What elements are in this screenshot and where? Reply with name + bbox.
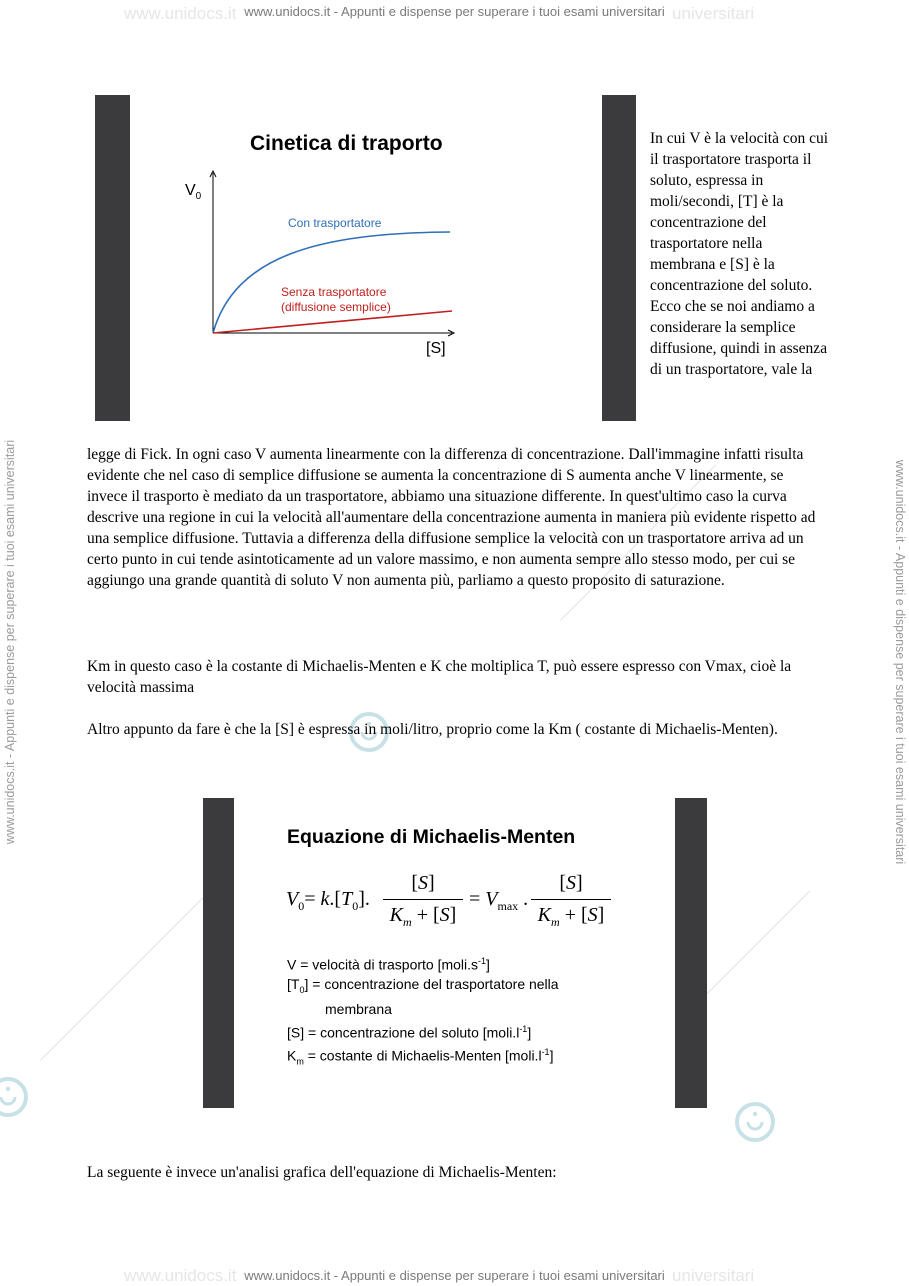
slide-content: Equazione di Michaelis-Menten $V_0= k.[T_0]$. [S] $K_m + [S]$ = $V_{max}$ . [S] $K_m + [S]$ V = velocità di trasporto $[moli.s^{-1}]$ $[T_0]$ = concentrazione del trasportatore nella membrana [S] = concentrazione del soluto $[moli.l^{-1}]$ $K_m$ = costante di Michaelis-Menten $[moli.l^{-1}]$ [234,798,675,1108]
slide-michaelis-menten [203,798,707,1108]
ghost-watermark-bottom-left: www.unidocs.it [124,1266,237,1285]
legend-t0: $[T_0]$ = concentrazione del trasportatore nella [287,976,559,995]
ghost-watermark-right: universitari [672,4,755,23]
slide-cinetica-trasporto [95,95,636,421]
legend-v: V = velocità di trasporto $[moli.s^{-1}]$ [287,956,490,973]
slide-title: Cinetica di traporto [250,132,443,155]
equation-legend [287,952,559,1072]
ghost-watermark-left: www.unidocs.it [124,4,237,23]
main-paragraph: legge di Fick. In ogni caso V aumenta linearmente con la differenza di concentrazione. Dall'immagine infatti risulta evidente che nel caso di semplice diffusione se aumenta la concentrazione di S aumenta anche V linearmente, se invece il trasporto è mediato da un trasportatore, abbiamo una situazione differente. In quest'ultimo caso la curva descrive una regione in cui la velocità all'aumentare della concentrazione aumenta in maniera più evidente rispetto ad una semplice diffusione. Tuttavia a differenza della diffusione semplice la velocità con un trasportatore arriva ad un certo punto in cui tende asintoticamente ad un valore massimo, e non aumenta sempre allo stesso modo, per cui se aggiungo una grande quantità di soluto V non aumenta più, parliamo a questo proposito di saturazione. [87,446,816,589]
km-paragraph: Km in questo caso è la costante di Michaelis-Menten e K che moltiplica T, può essere espresso con Vmax, cioè la velocità massima [87,658,792,696]
curve-with-transporter [213,232,450,333]
top-watermark: www.unidocs.it - Appunti e dispense per superare i tuoi esami universitari [244,4,665,19]
decorative-diagonal [40,890,210,1060]
label-without-transporter: Senza trasportatore (diffusione semplice) [281,285,391,314]
ghost-watermark-bottom-right: universitari [672,1266,755,1285]
slide-content [130,95,602,421]
left-side-watermark: www.unidocs.it - Appunti e dispense per superare i tuoi esami universitari [3,439,17,845]
y-axis-label: $V_0$ [185,182,202,203]
unidocs-logo-icon [733,1100,777,1144]
legend-t0-continued: membrana [325,1001,392,1018]
unidocs-logo-icon [0,1075,30,1119]
x-axis-label: [S] [426,340,446,357]
side-paragraph: In cui V è la velocità con cui il trasportatore trasporta il soluto, espressa in moli/secondi, [T] è la concentrazione del trasportatore nella membrana e [S] è la concentrazione del soluto. Ecco che se noi andiamo a considerare la semplice diffusione, quindi in assenza di un trasportatore, vale la [650,130,829,378]
legend-km: $K_m$ = costante di Michaelis-Menten $[moli.l^{-1}]$ [287,1047,554,1067]
legend-s: [S] = concentrazione del soluto $[moli.l^{-1}]$ [287,1023,532,1041]
kinetics-plot [130,95,602,421]
label-with-transporter: Con trasportatore [288,216,382,230]
right-side-watermark: www.unidocs.it - Appunti e dispense per superare i tuoi esami universitari [893,459,907,865]
slide-title: Equazione di Michaelis-Menten [287,826,576,848]
graphical-analysis-paragraph: La seguente è invece un'analisi grafica dell'equazione di Michaelis-Menten: [87,1164,557,1181]
units-paragraph: Altro appunto da fare è che la [S] è espressa in moli/litro, proprio come la Km ( costante di Michaelis-Menten). [87,721,778,738]
bottom-watermark: www.unidocs.it - Appunti e dispense per superare i tuoi esami universitari [244,1268,665,1283]
